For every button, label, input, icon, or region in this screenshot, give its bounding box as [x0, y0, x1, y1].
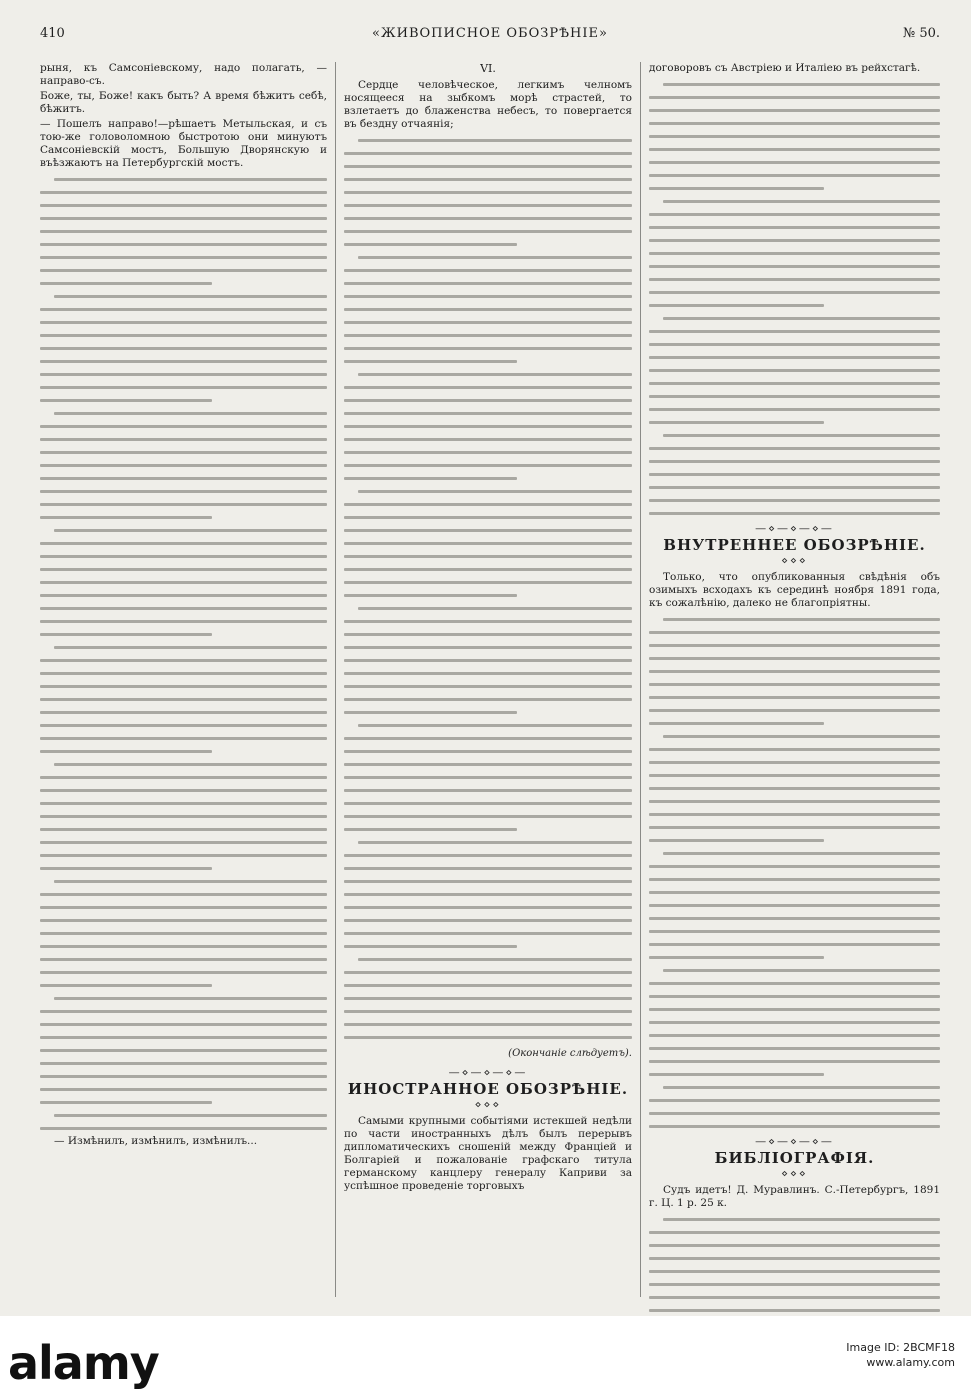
text-line	[649, 1042, 940, 1055]
text-line	[649, 78, 940, 91]
text-line	[649, 938, 940, 951]
text-line	[344, 342, 632, 355]
text-line	[40, 524, 327, 537]
text-line	[649, 717, 940, 730]
text-line	[344, 979, 632, 992]
text-line	[344, 810, 632, 823]
text-line	[344, 680, 632, 693]
image-id: Image ID: 2BCMF18	[846, 1341, 955, 1354]
paragraph: договоровъ съ Австріею и Италіею въ рейхстагѣ.	[649, 62, 921, 74]
text-line	[344, 940, 632, 953]
text-line	[649, 364, 940, 377]
text-line	[649, 104, 940, 117]
text-line	[649, 925, 940, 938]
text-line	[649, 639, 940, 652]
text-line	[649, 273, 940, 286]
text-line	[40, 290, 327, 303]
text-line	[344, 823, 632, 836]
text-line	[344, 732, 632, 745]
text-line	[649, 730, 940, 743]
text-line	[649, 873, 940, 886]
text-line	[40, 810, 327, 823]
text-line	[649, 1081, 940, 1094]
text-line	[40, 277, 327, 290]
text-line	[649, 886, 940, 899]
text-line	[344, 576, 632, 589]
text-line	[40, 797, 327, 810]
text-line	[649, 1120, 940, 1133]
text-line	[344, 446, 632, 459]
column-divider-2	[640, 62, 641, 1297]
section-title-foreign-review: ИНОСТРАННОЕ ОБОЗРѢНІЕ.	[347, 1080, 629, 1098]
text-line	[344, 420, 632, 433]
text-line	[40, 1096, 327, 1109]
text-line	[40, 212, 327, 225]
text-line	[649, 117, 940, 130]
text-line	[344, 160, 632, 173]
text-line	[40, 1057, 327, 1070]
text-line	[344, 238, 632, 251]
text-line	[649, 652, 940, 665]
journal-title: «ЖИВОПИСНОЕ ОБОЗРѢНІЕ»	[372, 26, 608, 41]
text-line	[649, 951, 940, 964]
text-line	[649, 182, 940, 195]
text-line	[344, 459, 632, 472]
stock-image-info	[846, 1340, 955, 1370]
text-line	[344, 290, 632, 303]
text-line	[40, 355, 327, 368]
text-line	[40, 901, 327, 914]
text-line	[649, 821, 940, 834]
text-line	[40, 238, 327, 251]
text-line	[649, 1213, 940, 1226]
text-line	[649, 429, 940, 442]
text-line	[649, 494, 940, 507]
text-line	[40, 628, 327, 641]
text-line	[40, 459, 327, 472]
text-line	[40, 433, 327, 446]
text-line	[40, 654, 327, 667]
page-number: 410	[40, 26, 65, 41]
text-line	[649, 325, 940, 338]
text-line	[344, 550, 632, 563]
text-line	[40, 498, 327, 511]
text-line	[40, 849, 327, 862]
text-line	[40, 1109, 327, 1122]
text-line	[344, 563, 632, 576]
column-1	[40, 62, 327, 1150]
text-line	[649, 286, 940, 299]
text-line	[649, 390, 940, 403]
text-line	[40, 1083, 327, 1096]
text-line	[40, 693, 327, 706]
text-line	[344, 628, 632, 641]
text-line	[40, 173, 327, 186]
closing-line: — Измѣнилъ, измѣнилъ, измѣнилъ...	[54, 1135, 258, 1147]
text-line	[40, 199, 327, 212]
text-line	[649, 299, 940, 312]
text-line	[40, 1122, 327, 1135]
text-line	[40, 758, 327, 771]
text-line	[344, 524, 632, 537]
text-line	[344, 862, 632, 875]
text-line	[344, 927, 632, 940]
text-line	[40, 342, 327, 355]
text-line	[344, 186, 632, 199]
column-divider-1	[335, 62, 336, 1297]
text-line	[344, 134, 632, 147]
text-line	[649, 351, 940, 364]
illegible-text-block	[344, 134, 632, 1044]
text-line	[40, 1070, 327, 1083]
text-line	[40, 966, 327, 979]
text-line	[344, 693, 632, 706]
text-line	[344, 368, 632, 381]
text-line	[649, 847, 940, 860]
text-line	[649, 468, 940, 481]
text-line	[40, 407, 327, 420]
text-line	[344, 225, 632, 238]
ornament-divider-icon: —⋄—⋄—⋄—	[448, 1066, 528, 1079]
text-line	[649, 1016, 940, 1029]
illegible-text-block	[649, 613, 940, 1133]
site-url: www.alamy.com	[866, 1356, 955, 1369]
text-line	[40, 953, 327, 966]
text-line	[344, 771, 632, 784]
text-line	[40, 420, 327, 433]
text-line	[344, 992, 632, 1005]
ornament-divider-icon: ⋄⋄⋄	[781, 1167, 808, 1180]
paragraph: Только, что опубликованныя свѣдѣнія объ озимыхъ всходахъ къ серединѣ ноября 1891 года, къ сожалѣнію, далеко не благопріятны.	[649, 571, 940, 609]
text-line	[649, 403, 940, 416]
text-line	[649, 338, 940, 351]
text-line	[344, 667, 632, 680]
text-line	[40, 875, 327, 888]
text-line	[40, 576, 327, 589]
text-line	[649, 260, 940, 273]
text-line	[649, 481, 940, 494]
text-line	[40, 862, 327, 875]
text-line	[649, 678, 940, 691]
text-line	[649, 416, 940, 429]
text-line	[40, 563, 327, 576]
text-line	[40, 888, 327, 901]
text-line	[649, 834, 940, 847]
text-line	[649, 130, 940, 143]
illegible-text-block	[40, 173, 327, 1135]
text-line	[649, 195, 940, 208]
text-line	[40, 771, 327, 784]
text-line	[40, 836, 327, 849]
text-line	[344, 199, 632, 212]
paragraph: рыня, къ Самсоніевскому, надо полагать, — направо-съ.	[40, 62, 327, 87]
text-line	[344, 472, 632, 485]
text-line	[649, 169, 940, 182]
text-line	[344, 394, 632, 407]
text-line	[40, 706, 327, 719]
text-line	[40, 784, 327, 797]
text-line	[344, 537, 632, 550]
text-line	[40, 1044, 327, 1057]
text-line	[40, 992, 327, 1005]
text-line	[344, 511, 632, 524]
text-line	[40, 745, 327, 758]
text-line	[344, 654, 632, 667]
text-line	[344, 251, 632, 264]
text-line	[649, 1029, 940, 1042]
paragraph: — Пошелъ направо!—рѣшаетъ Метыльская, и съ тою-же головоломною быстротою они минуютъ Самсоніевскій мостъ, Большую Дворянскую и въѣзжаютъ на Петербургскій мостъ.	[40, 118, 327, 169]
text-line	[344, 602, 632, 615]
text-line	[344, 901, 632, 914]
text-line	[344, 173, 632, 186]
text-line	[649, 1265, 940, 1278]
section-title-bibliography: БИБЛІОГРАФІЯ.	[714, 1149, 875, 1167]
text-line	[40, 485, 327, 498]
text-line	[344, 888, 632, 901]
text-line	[40, 511, 327, 524]
text-line	[40, 329, 327, 342]
text-line	[344, 407, 632, 420]
text-line	[344, 953, 632, 966]
text-line	[649, 899, 940, 912]
text-line	[344, 147, 632, 160]
text-line	[344, 784, 632, 797]
text-line	[40, 186, 327, 199]
text-line	[649, 665, 940, 678]
text-line	[649, 234, 940, 247]
text-line	[649, 156, 940, 169]
text-line	[344, 836, 632, 849]
text-line	[649, 769, 940, 782]
text-line	[649, 795, 940, 808]
text-line	[40, 927, 327, 940]
text-line	[649, 756, 940, 769]
column-2	[344, 62, 632, 1195]
ornament-divider-icon: ⋄⋄⋄	[781, 554, 808, 567]
ornament-divider-icon: ⋄⋄⋄	[474, 1098, 502, 1111]
illegible-text-block	[649, 78, 940, 520]
paragraph: Самыми крупными событіями истекшей недѣли по части иностранныхъ дѣлъ былъ перерывъ дипломатическихъ сношеній между Франціей и Болгаріей и пожалованіе графскаго титула германскому канцлеру генералу Каприви за успѣшное проведеніе торговыхъ	[344, 1115, 632, 1192]
text-line	[40, 264, 327, 277]
text-line	[344, 849, 632, 862]
column-3	[649, 62, 940, 1343]
text-line	[344, 433, 632, 446]
text-line	[40, 537, 327, 550]
text-line	[649, 1226, 940, 1239]
alamy-logo: alamy	[8, 1336, 159, 1390]
text-line	[649, 990, 940, 1003]
text-line	[649, 1107, 940, 1120]
text-line	[344, 589, 632, 602]
text-line	[40, 719, 327, 732]
text-line	[40, 914, 327, 927]
ornament-divider-icon: —⋄—⋄—⋄—	[755, 1135, 834, 1148]
paragraph: Боже, ты, Боже! какъ быть? А время бѣжитъ себѣ, бѣжитъ.	[40, 90, 327, 115]
text-line	[40, 225, 327, 238]
text-line	[344, 329, 632, 342]
text-line	[40, 615, 327, 628]
text-line	[344, 277, 632, 290]
text-line	[40, 667, 327, 680]
text-line	[649, 1003, 940, 1016]
text-line	[344, 1005, 632, 1018]
text-line	[40, 316, 327, 329]
text-line	[40, 602, 327, 615]
text-line	[40, 641, 327, 654]
text-line	[344, 745, 632, 758]
text-line	[40, 368, 327, 381]
text-line	[344, 1018, 632, 1031]
text-line	[649, 1278, 940, 1291]
text-line	[344, 212, 632, 225]
text-line	[649, 247, 940, 260]
text-line	[649, 912, 940, 925]
text-line	[649, 704, 940, 717]
text-line	[649, 377, 940, 390]
section-title-internal-review: ВНУТРЕННЕЕ ОБОЗРѢНІЕ.	[663, 536, 926, 554]
text-line	[649, 1239, 940, 1252]
text-line	[344, 615, 632, 628]
text-line	[649, 691, 940, 704]
text-line	[649, 808, 940, 821]
text-line	[344, 316, 632, 329]
text-line	[40, 303, 327, 316]
text-line	[344, 966, 632, 979]
issue-number: № 50.	[902, 26, 940, 41]
text-line	[40, 589, 327, 602]
text-line	[344, 797, 632, 810]
paragraph: Судъ идетъ! Д. Муравлинъ. С.-Петербургъ, 1891 г. Ц. 1 р. 25 к.	[649, 1184, 940, 1209]
text-line	[649, 977, 940, 990]
text-line	[649, 1068, 940, 1081]
text-line	[344, 706, 632, 719]
text-line	[344, 303, 632, 316]
text-line	[344, 264, 632, 277]
text-line	[40, 446, 327, 459]
text-line	[344, 758, 632, 771]
running-header	[40, 24, 940, 46]
text-line	[40, 1031, 327, 1044]
text-line	[649, 626, 940, 639]
text-line	[649, 1252, 940, 1265]
text-line	[649, 91, 940, 104]
text-line	[649, 1094, 940, 1107]
text-line	[40, 680, 327, 693]
text-line	[649, 208, 940, 221]
text-line	[649, 312, 940, 325]
text-line	[649, 1291, 940, 1304]
text-line	[649, 455, 940, 468]
text-line	[40, 823, 327, 836]
text-line	[649, 143, 940, 156]
text-line	[344, 719, 632, 732]
text-line	[649, 964, 940, 977]
text-line	[344, 641, 632, 654]
text-line	[40, 940, 327, 953]
text-line	[344, 498, 632, 511]
text-line	[649, 442, 940, 455]
text-line	[344, 355, 632, 368]
text-line	[40, 394, 327, 407]
paragraph: Сердце человѣческое, легкимъ челномъ носящееся на зыбкомъ морѣ страстей, то взлетаетъ до блаженства небесъ, то повергается въ бездну отчаянія;	[344, 79, 632, 130]
text-line	[649, 507, 940, 520]
text-line	[649, 1055, 940, 1068]
text-line	[40, 472, 327, 485]
text-line	[40, 550, 327, 563]
text-line	[40, 1005, 327, 1018]
text-line	[40, 732, 327, 745]
text-line	[344, 485, 632, 498]
text-line	[649, 860, 940, 873]
text-line	[344, 914, 632, 927]
chapter-number: VI.	[480, 62, 496, 75]
text-line	[40, 979, 327, 992]
text-line	[40, 1018, 327, 1031]
text-line	[649, 782, 940, 795]
text-line	[40, 251, 327, 264]
text-line	[649, 221, 940, 234]
text-line	[649, 743, 940, 756]
text-line	[344, 1031, 632, 1044]
text-line	[40, 381, 327, 394]
to-be-continued-note: (Окончаніе слѣдуетъ).	[508, 1048, 632, 1059]
text-line	[344, 875, 632, 888]
text-line	[344, 381, 632, 394]
text-line	[649, 613, 940, 626]
ornament-divider-icon: —⋄—⋄—⋄—	[755, 522, 834, 535]
